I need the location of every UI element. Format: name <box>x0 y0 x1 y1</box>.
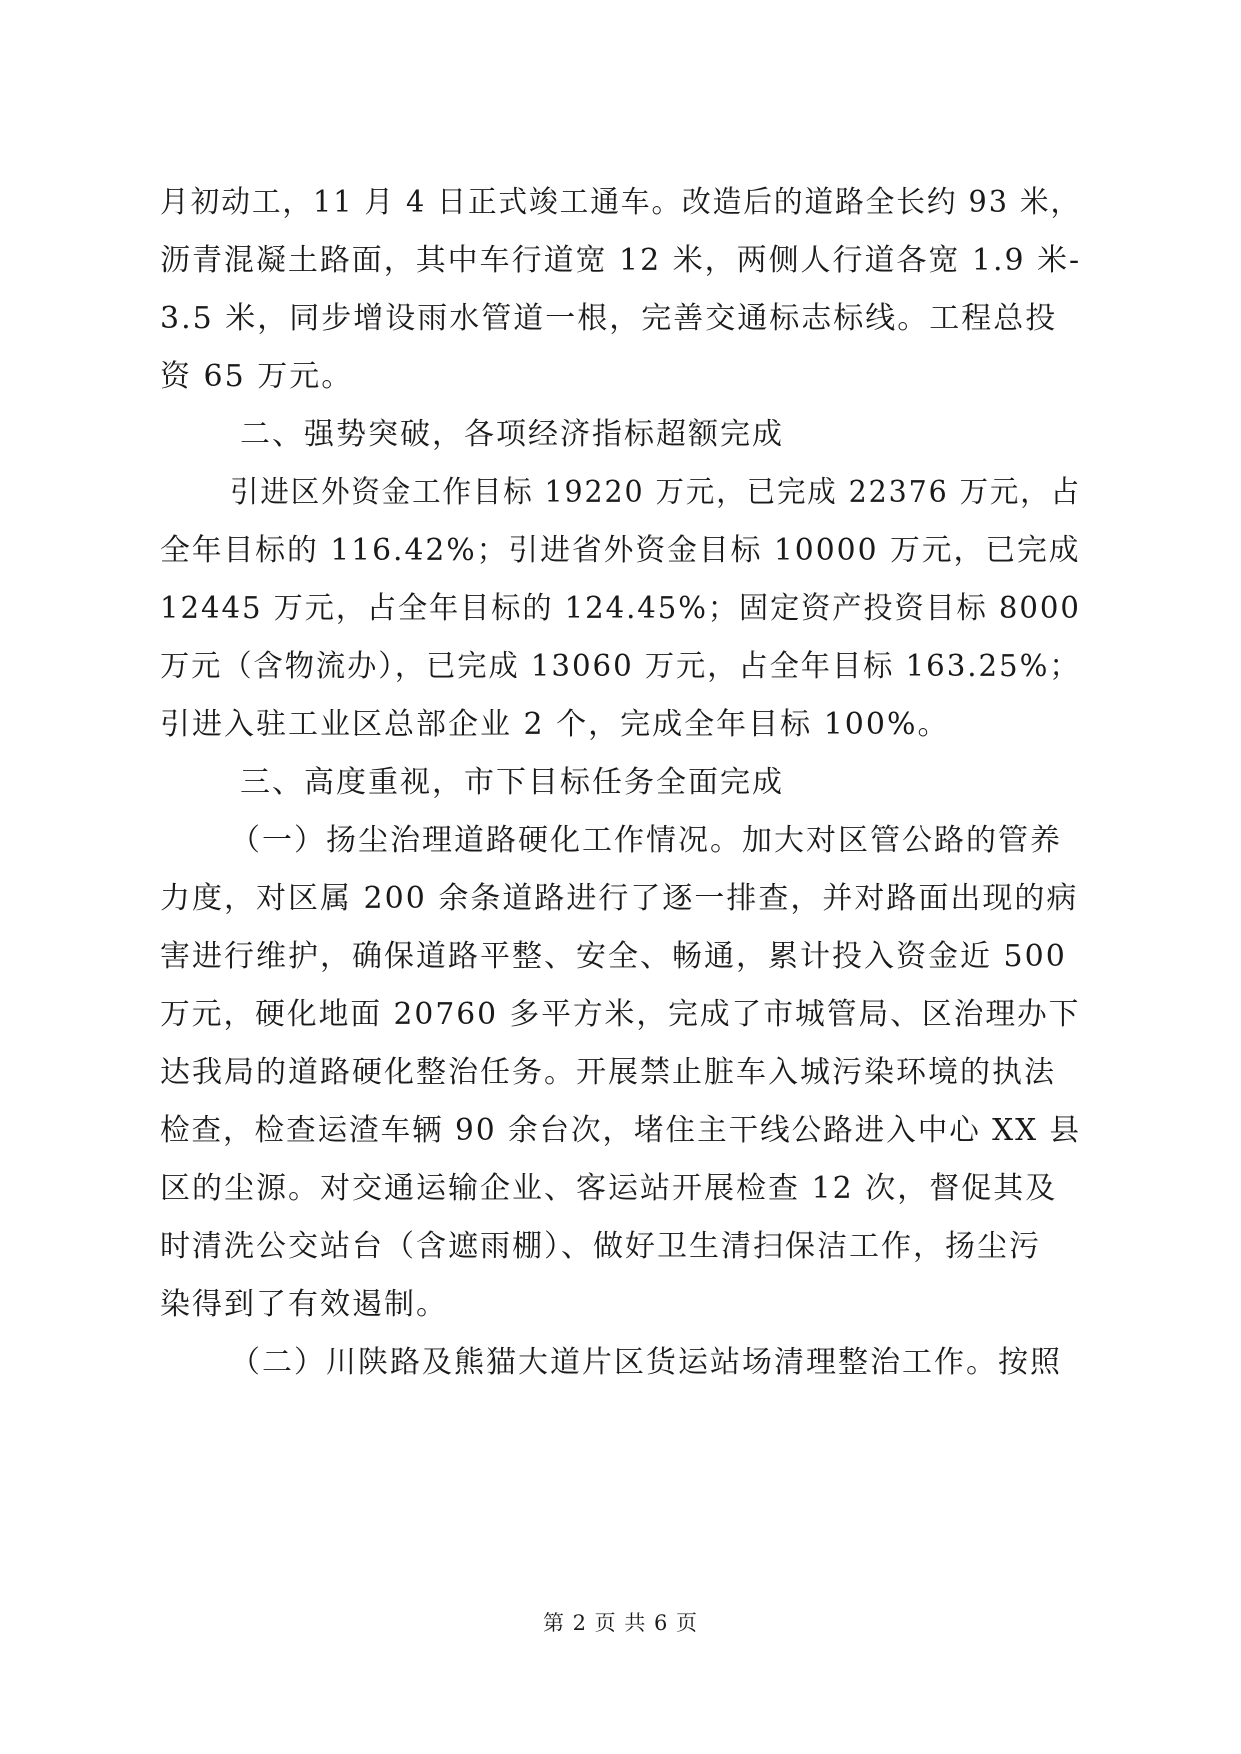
text-line: 沥青混凝土路面，其中车行道宽 12 米，两侧人行道各宽 1.9 米- <box>160 243 1082 278</box>
section-heading: 三、高度重视，市下目标任务全面完成 <box>240 765 784 800</box>
text-line: 检查，检查运渣车辆 90 余台次，堵住主干线公路进入中心 XX 县 <box>160 1113 1082 1148</box>
page-footer: 第 2 页 共 6 页 <box>542 1611 699 1635</box>
paragraph-first-line: （二）川陕路及熊猫大道片区货运站场清理整治工作。按照 <box>230 1345 1062 1380</box>
text-line: 月初动工，11 月 4 日正式竣工通车。改造后的道路全长约 93 米， <box>160 185 1082 220</box>
paragraph-first-line: 引进区外资金工作目标 19220 万元，已完成 22376 万元，占 <box>230 475 1082 510</box>
text-line: 全年目标的 116.42%；引进省外资金目标 10000 万元，已完成 <box>160 533 1081 568</box>
text-line: 力度，对区属 200 余条道路进行了逐一排查，并对路面出现的病 <box>160 881 1079 916</box>
section-heading: 二、强势突破，各项经济指标超额完成 <box>240 417 784 452</box>
text-line: 万元，硬化地面 20760 多平方米，完成了市城管局、区治理办下 <box>160 997 1081 1032</box>
text-line: 区的尘源。对交通运输企业、客运站开展检查 12 次，督促其及 <box>160 1171 1058 1206</box>
text-line: 3.5 米，同步增设雨水管道一根，完善交通标志标线。工程总投 <box>160 301 1058 336</box>
text-line: 12445 万元，占全年目标的 124.45%；固定资产投资目标 8000 <box>160 591 1081 626</box>
text-line: 染得到了有效遏制。 <box>160 1287 448 1322</box>
paragraph-first-line: （一）扬尘治理道路硬化工作情况。加大对区管公路的管养 <box>230 823 1062 858</box>
text-line: 引进入驻工业区总部企业 2 个，完成全年目标 100%。 <box>160 707 950 742</box>
text-line: 达我局的道路硬化整治任务。开展禁止脏车入城污染环境的执法 <box>160 1055 1056 1090</box>
text-line: 万元（含物流办），已完成 13060 万元，占全年目标 163.25%； <box>160 649 1081 684</box>
text-line: 害进行维护，确保道路平整、安全、畅通，累计投入资金近 500 <box>160 939 1067 974</box>
text-line: 资 65 万元。 <box>160 359 354 394</box>
text-line: 时清洗公交站台（含遮雨棚）、做好卫生清扫保洁工作，扬尘污 <box>160 1229 1041 1264</box>
